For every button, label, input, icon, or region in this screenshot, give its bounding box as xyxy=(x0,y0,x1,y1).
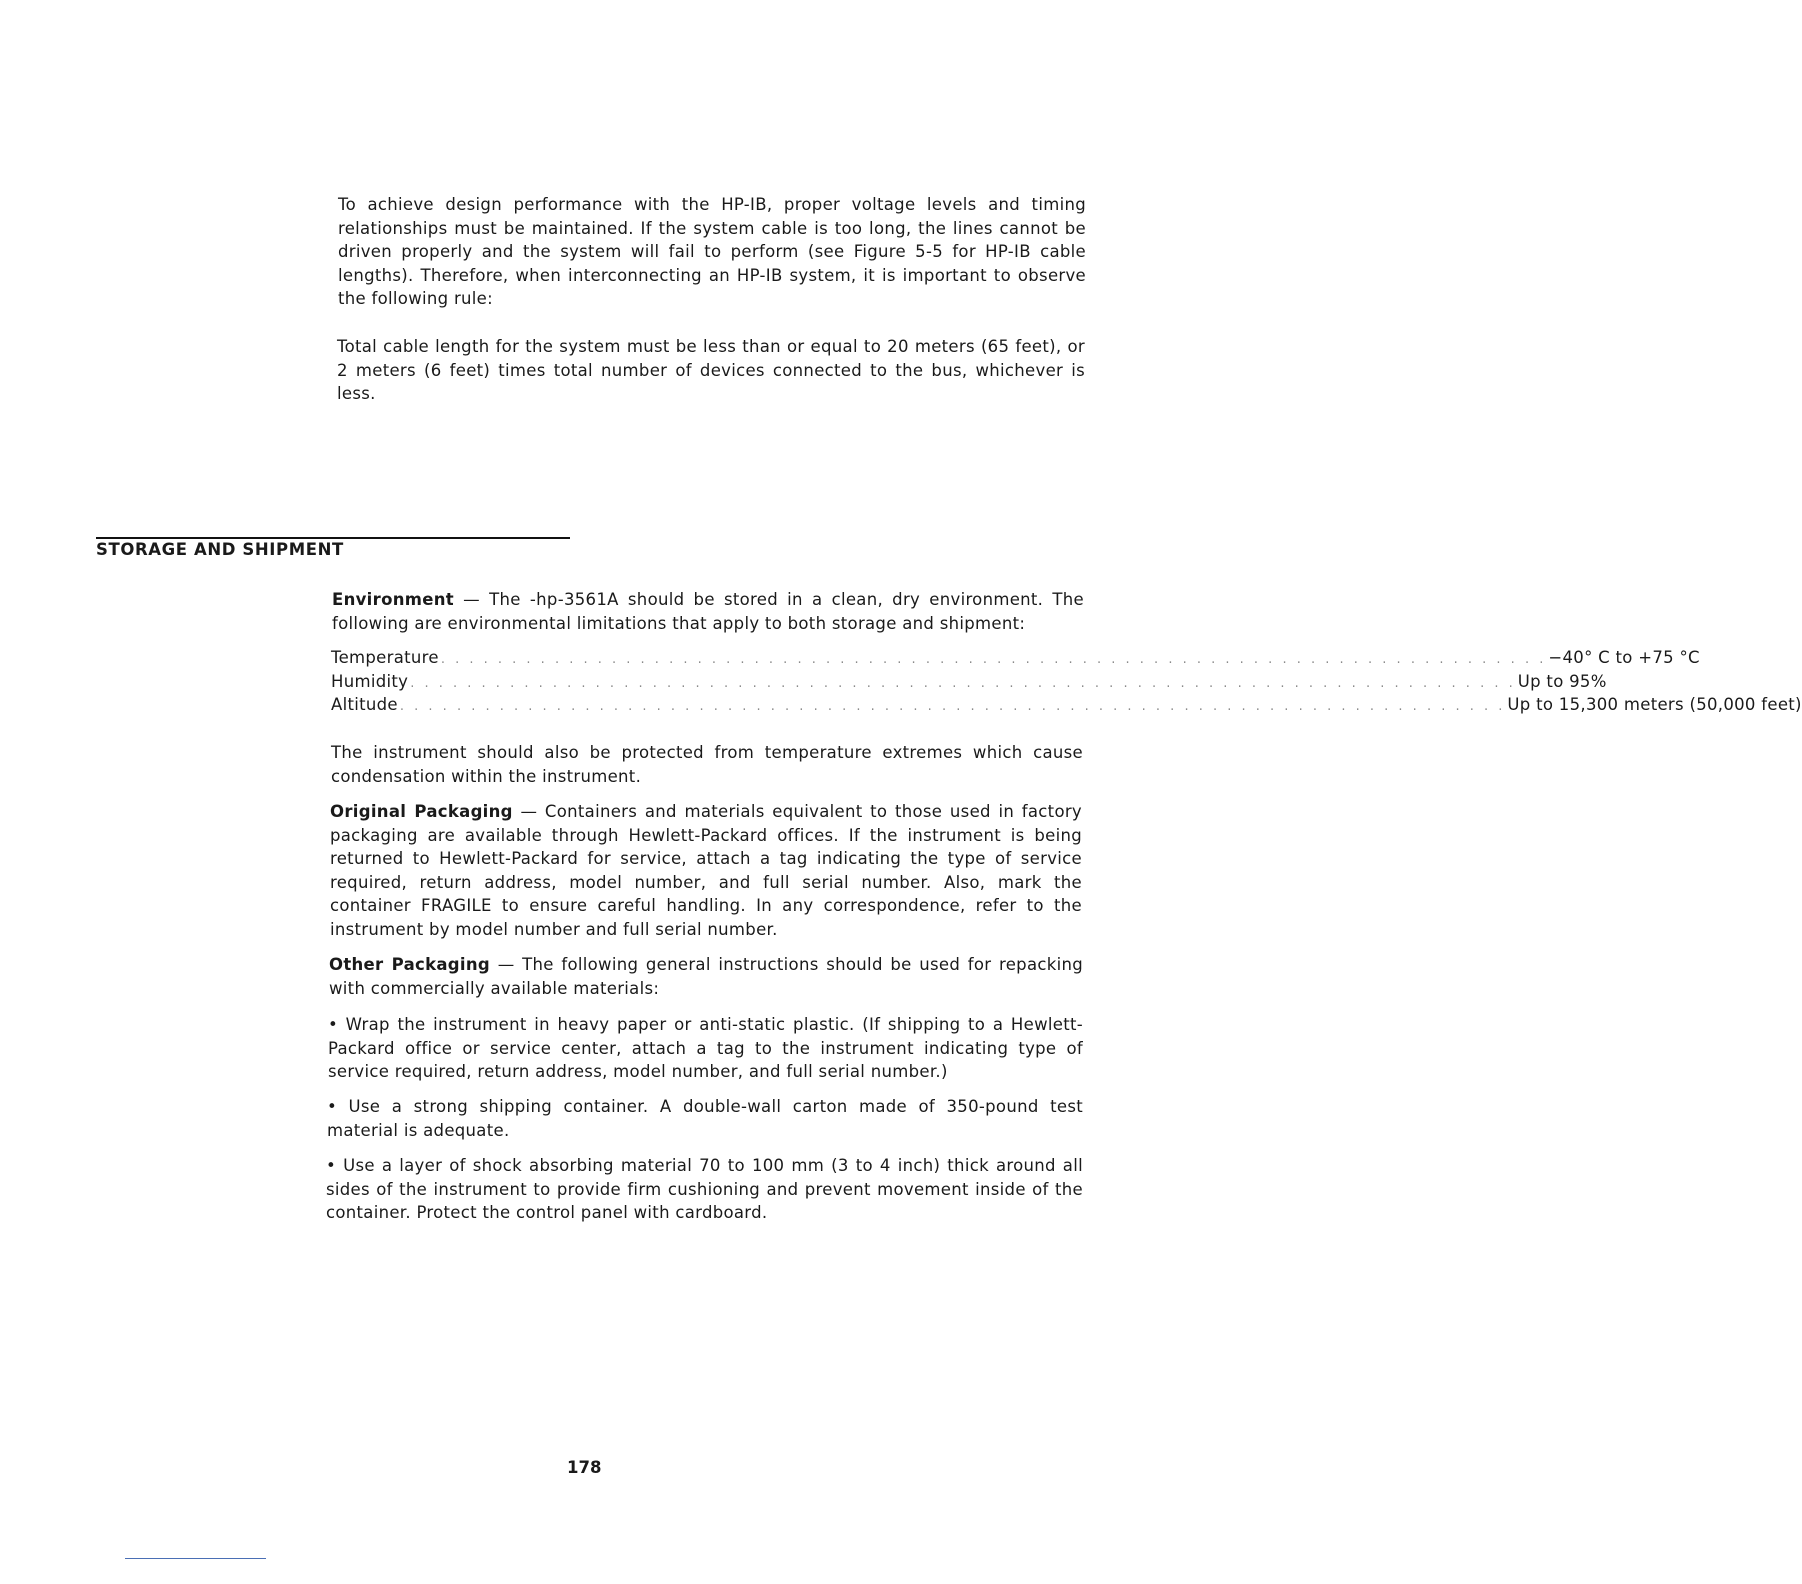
original-packaging-text: — Containers and materials equivalent to those used in factory packaging are available through Hewlett-Packard offices. If the instrument is being returned to Hewlett-Packard for service, attach a tag indicating the type of service required, return address, model number, and full serial number. Also, mark the container FRAGILE to ensure careful handling. In any correspondence, refer to the instrument by model number and full serial number. xyxy=(330,802,1082,939)
cable-length-rule: Total cable length for the system must be less than or equal to 20 meters (65 feet), or 2 meters (6 feet) times total number of devices connected to the bus, whichever is less. xyxy=(337,337,1085,404)
other-packaging-paragraph xyxy=(329,953,1083,1000)
page-number: 178 xyxy=(567,1458,602,1477)
environment-lead: Environment xyxy=(332,590,454,609)
original-packaging-lead: Original Packaging xyxy=(330,802,513,821)
leader-dots: . . . . . . . . . . . . . . . . . . . . . . . . . . . . . . . . . . . . . . . . . . . . . . . . . . . . . . . . . . . . . . . . . . . . . . . . . . . . . . xyxy=(440,652,1547,667)
packaging-bullet-shock: • Use a layer of shock absorbing material 70 to 100 mm (3 to 4 inch) thick around all sides of the instrument to provide firm cushioning and prevent movement inside of the container. Protect the control panel with cardboard. xyxy=(326,1156,1083,1223)
section-heading: STORAGE AND SHIPMENT xyxy=(96,540,344,559)
condensation-paragraph: The instrument should also be protected from temperature extremes which cause condensation within the instrument. xyxy=(331,743,1083,786)
leader-dots: . . . . . . . . . . . . . . . . . . . . . . . . . . . . . . . . . . . . . . . . . . . . . . . . . . . . . . . . . . . . . . . . . . . . . . . . . . . . . . xyxy=(410,675,1516,691)
other-packaging-lead: Other Packaging xyxy=(329,955,491,974)
packaging-bullet-container: • Use a strong shipping container. A double-wall carton made of 350-pound test material is adequate. xyxy=(327,1097,1083,1140)
spec-label: Temperature xyxy=(331,648,439,667)
spec-row-humidity xyxy=(331,670,1607,694)
leader-dots: . . . . . . . . . . . . . . . . . . . . . . . . . . . . . . . . . . . . . . . . . . . . . . . . . . . . . . . . . . . . . . . . . . . . . . . . . . . . . . xyxy=(399,699,1506,715)
spec-row-altitude xyxy=(331,693,1802,717)
other-packaging-text: — The following general instructions should be used for repacking with commercially available materials: xyxy=(329,955,1084,998)
environment-spec-list xyxy=(331,646,1802,717)
environment-paragraph xyxy=(332,588,1084,635)
packaging-bullet-wrap: • Wrap the instrument in heavy paper or anti-static plastic. (If shipping to a Hewlett-Packard office or service center, attach a tag to the instrument indicating type of service required, return address, model number, and full serial number.) xyxy=(328,1015,1083,1082)
spec-value: Up to 15,300 meters (50,000 feet) xyxy=(1507,695,1802,715)
spec-value: −40° C to +75 °C xyxy=(1548,648,1700,667)
section-divider xyxy=(96,537,570,539)
intro-paragraph-hpib: To achieve design performance with the HP-IB, proper voltage levels and timing relationships must be maintained. If the system cable is too long, the lines cannot be driven properly and the system will fail to perform (see Figure 5-5 for HP-IB cable lengths). Therefore, when interconnecting an HP-IB system, it is important to observe the following rule: xyxy=(338,195,1086,309)
spec-value: Up to 95% xyxy=(1517,671,1607,691)
spec-label: Altitude xyxy=(331,695,398,715)
footer-rule xyxy=(125,1558,266,1559)
spec-row-temperature xyxy=(331,646,1700,670)
environment-text: — The -hp-3561A should be stored in a clean, dry environment. The following are environmental limitations that apply to both storage and shipment: xyxy=(332,590,1084,633)
original-packaging-paragraph xyxy=(330,800,1082,942)
spec-label: Humidity xyxy=(331,671,409,691)
